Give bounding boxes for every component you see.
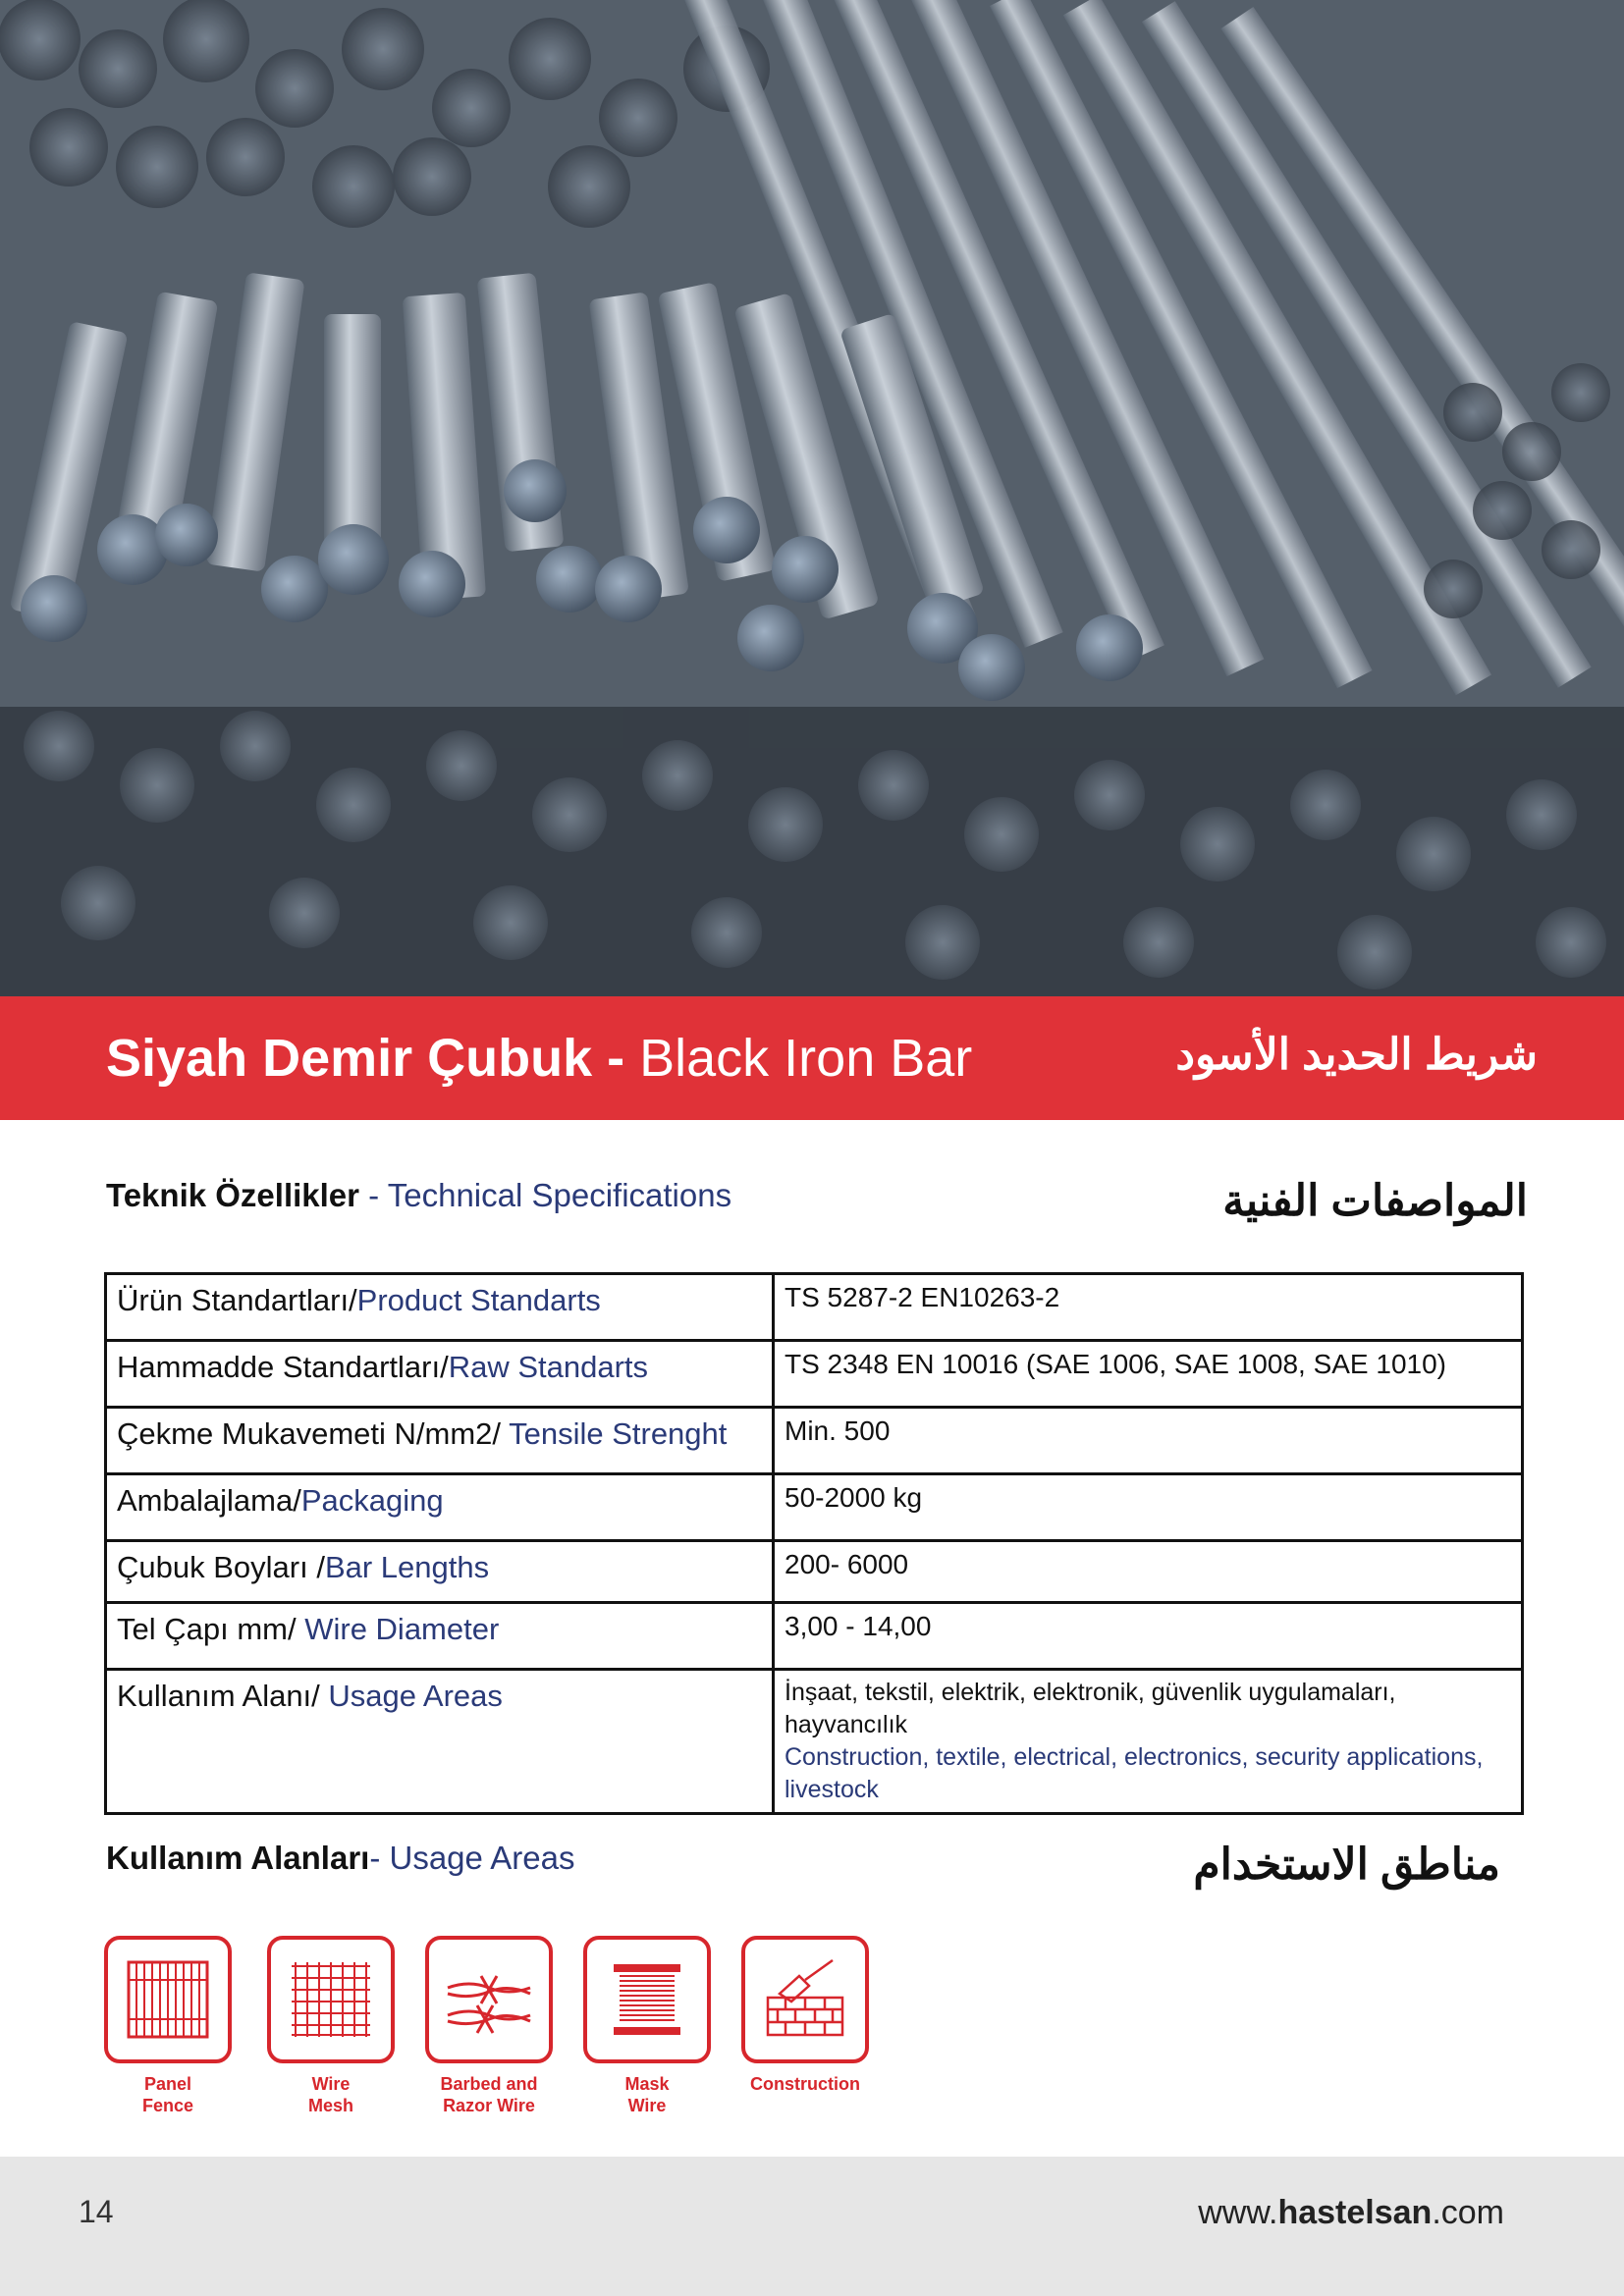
site-brand: hastelsan bbox=[1277, 2194, 1433, 2231]
spec-key-turkish: Ürün Standartları/ bbox=[117, 1283, 357, 1317]
spec-key-turkish: Çubuk Boyları / bbox=[117, 1550, 325, 1584]
spec-key-english: Usage Areas bbox=[328, 1679, 503, 1713]
mask-wire-icon bbox=[583, 1936, 711, 2063]
spec-key-turkish: Ambalajlama/ bbox=[117, 1483, 301, 1518]
specs-heading-arabic: المواصفات الفنية bbox=[1222, 1177, 1528, 1225]
spec-key-turkish: Hammadde Standartları/ bbox=[117, 1350, 449, 1384]
spec-key bbox=[106, 1603, 774, 1670]
spec-key bbox=[106, 1670, 774, 1814]
website-link[interactable] bbox=[1198, 2194, 1504, 2232]
specs-heading-turkish: Teknik Özellikler bbox=[106, 1177, 360, 1213]
spec-key bbox=[106, 1474, 774, 1541]
construction-icon bbox=[741, 1936, 869, 2063]
spec-value: Min. 500 bbox=[774, 1408, 1523, 1474]
panel-fence-icon bbox=[104, 1936, 232, 2063]
steel-bars-illustration bbox=[0, 0, 1624, 996]
table-row bbox=[106, 1670, 1523, 1814]
table-row bbox=[106, 1341, 1523, 1408]
site-suffix: .com bbox=[1432, 2194, 1504, 2231]
usage-label: Mask Wire bbox=[624, 2074, 670, 2115]
usage-item bbox=[741, 1936, 869, 2095]
usage-label: Construction bbox=[750, 2074, 860, 2094]
specs-heading-english: - Technical Specifications bbox=[359, 1177, 732, 1213]
usage-item bbox=[104, 1936, 232, 2116]
product-title bbox=[106, 1026, 972, 1091]
table-row bbox=[106, 1274, 1523, 1341]
usage-label: Panel Fence bbox=[141, 2074, 194, 2115]
usage-item bbox=[267, 1936, 395, 2116]
spec-key bbox=[106, 1274, 774, 1341]
usage-heading-english: - Usage Areas bbox=[369, 1840, 575, 1876]
spec-value: 200- 6000 bbox=[774, 1541, 1523, 1603]
usage-label: Wire Mesh bbox=[307, 2074, 353, 2115]
spec-key bbox=[106, 1541, 774, 1603]
product-title-arabic: شريط الحديد الأسود bbox=[1175, 1031, 1538, 1079]
footer bbox=[0, 2157, 1624, 2296]
spec-value-turkish: İnşaat, tekstil, elektrik, elektronik, güvenlik uygulamaları, hayvancılık bbox=[785, 1679, 1396, 1738]
usage-heading-turkish: Kullanım Alanları bbox=[106, 1840, 370, 1876]
spec-key-english: Tensile Strenght bbox=[509, 1416, 728, 1451]
table-row bbox=[106, 1408, 1523, 1474]
specs-heading bbox=[106, 1176, 731, 1215]
spec-key-english: Packaging bbox=[300, 1483, 444, 1518]
spec-key-turkish: Kullanım Alanı/ bbox=[117, 1679, 329, 1713]
spec-key-english: Wire Diameter bbox=[304, 1612, 500, 1646]
spec-key-english: Product Standarts bbox=[356, 1283, 601, 1317]
site-prefix: www. bbox=[1198, 2194, 1278, 2231]
usage-item bbox=[425, 1936, 553, 2116]
title-band bbox=[0, 996, 1624, 1120]
spec-key-turkish: Tel Çapı mm/ bbox=[117, 1612, 305, 1646]
product-title-turkish: Siyah Demir Çubuk - bbox=[106, 1029, 640, 1088]
spec-value: TS 2348 EN 10016 (SAE 1006, SAE 1008, SAE 1010) bbox=[774, 1341, 1523, 1408]
barbed-wire-icon bbox=[425, 1936, 553, 2063]
table-row bbox=[106, 1541, 1523, 1603]
wire-mesh-icon bbox=[267, 1936, 395, 2063]
spec-key bbox=[106, 1341, 774, 1408]
spec-key-english: Bar Lengths bbox=[324, 1550, 490, 1584]
table-row bbox=[106, 1603, 1523, 1670]
hero-photo bbox=[0, 0, 1624, 996]
spec-value-english: Construction, textile, electrical, electronics, security applications, livestock bbox=[785, 1743, 1484, 1803]
usage-label: Barbed and Razor Wire bbox=[440, 2074, 538, 2115]
spec-key-turkish: Çekme Mukavemeti N/mm2/ bbox=[117, 1416, 510, 1451]
spec-value: 50-2000 kg bbox=[774, 1474, 1523, 1541]
spec-table bbox=[104, 1272, 1524, 1815]
product-title-english: Black Iron Bar bbox=[639, 1029, 973, 1088]
spec-key-english: Raw Standarts bbox=[448, 1350, 649, 1384]
page-number: 14 bbox=[79, 2194, 114, 2229]
usage-item bbox=[583, 1936, 711, 2116]
spec-value: 3,00 - 14,00 bbox=[774, 1603, 1523, 1670]
usage-icons bbox=[104, 1936, 890, 2132]
spec-value bbox=[774, 1670, 1523, 1814]
spec-key bbox=[106, 1408, 774, 1474]
usage-heading bbox=[106, 1839, 574, 1878]
table-row bbox=[106, 1474, 1523, 1541]
usage-heading-arabic: مناطق الاستخدام bbox=[1193, 1841, 1500, 1889]
spec-value: TS 5287-2 EN10263-2 bbox=[774, 1274, 1523, 1341]
